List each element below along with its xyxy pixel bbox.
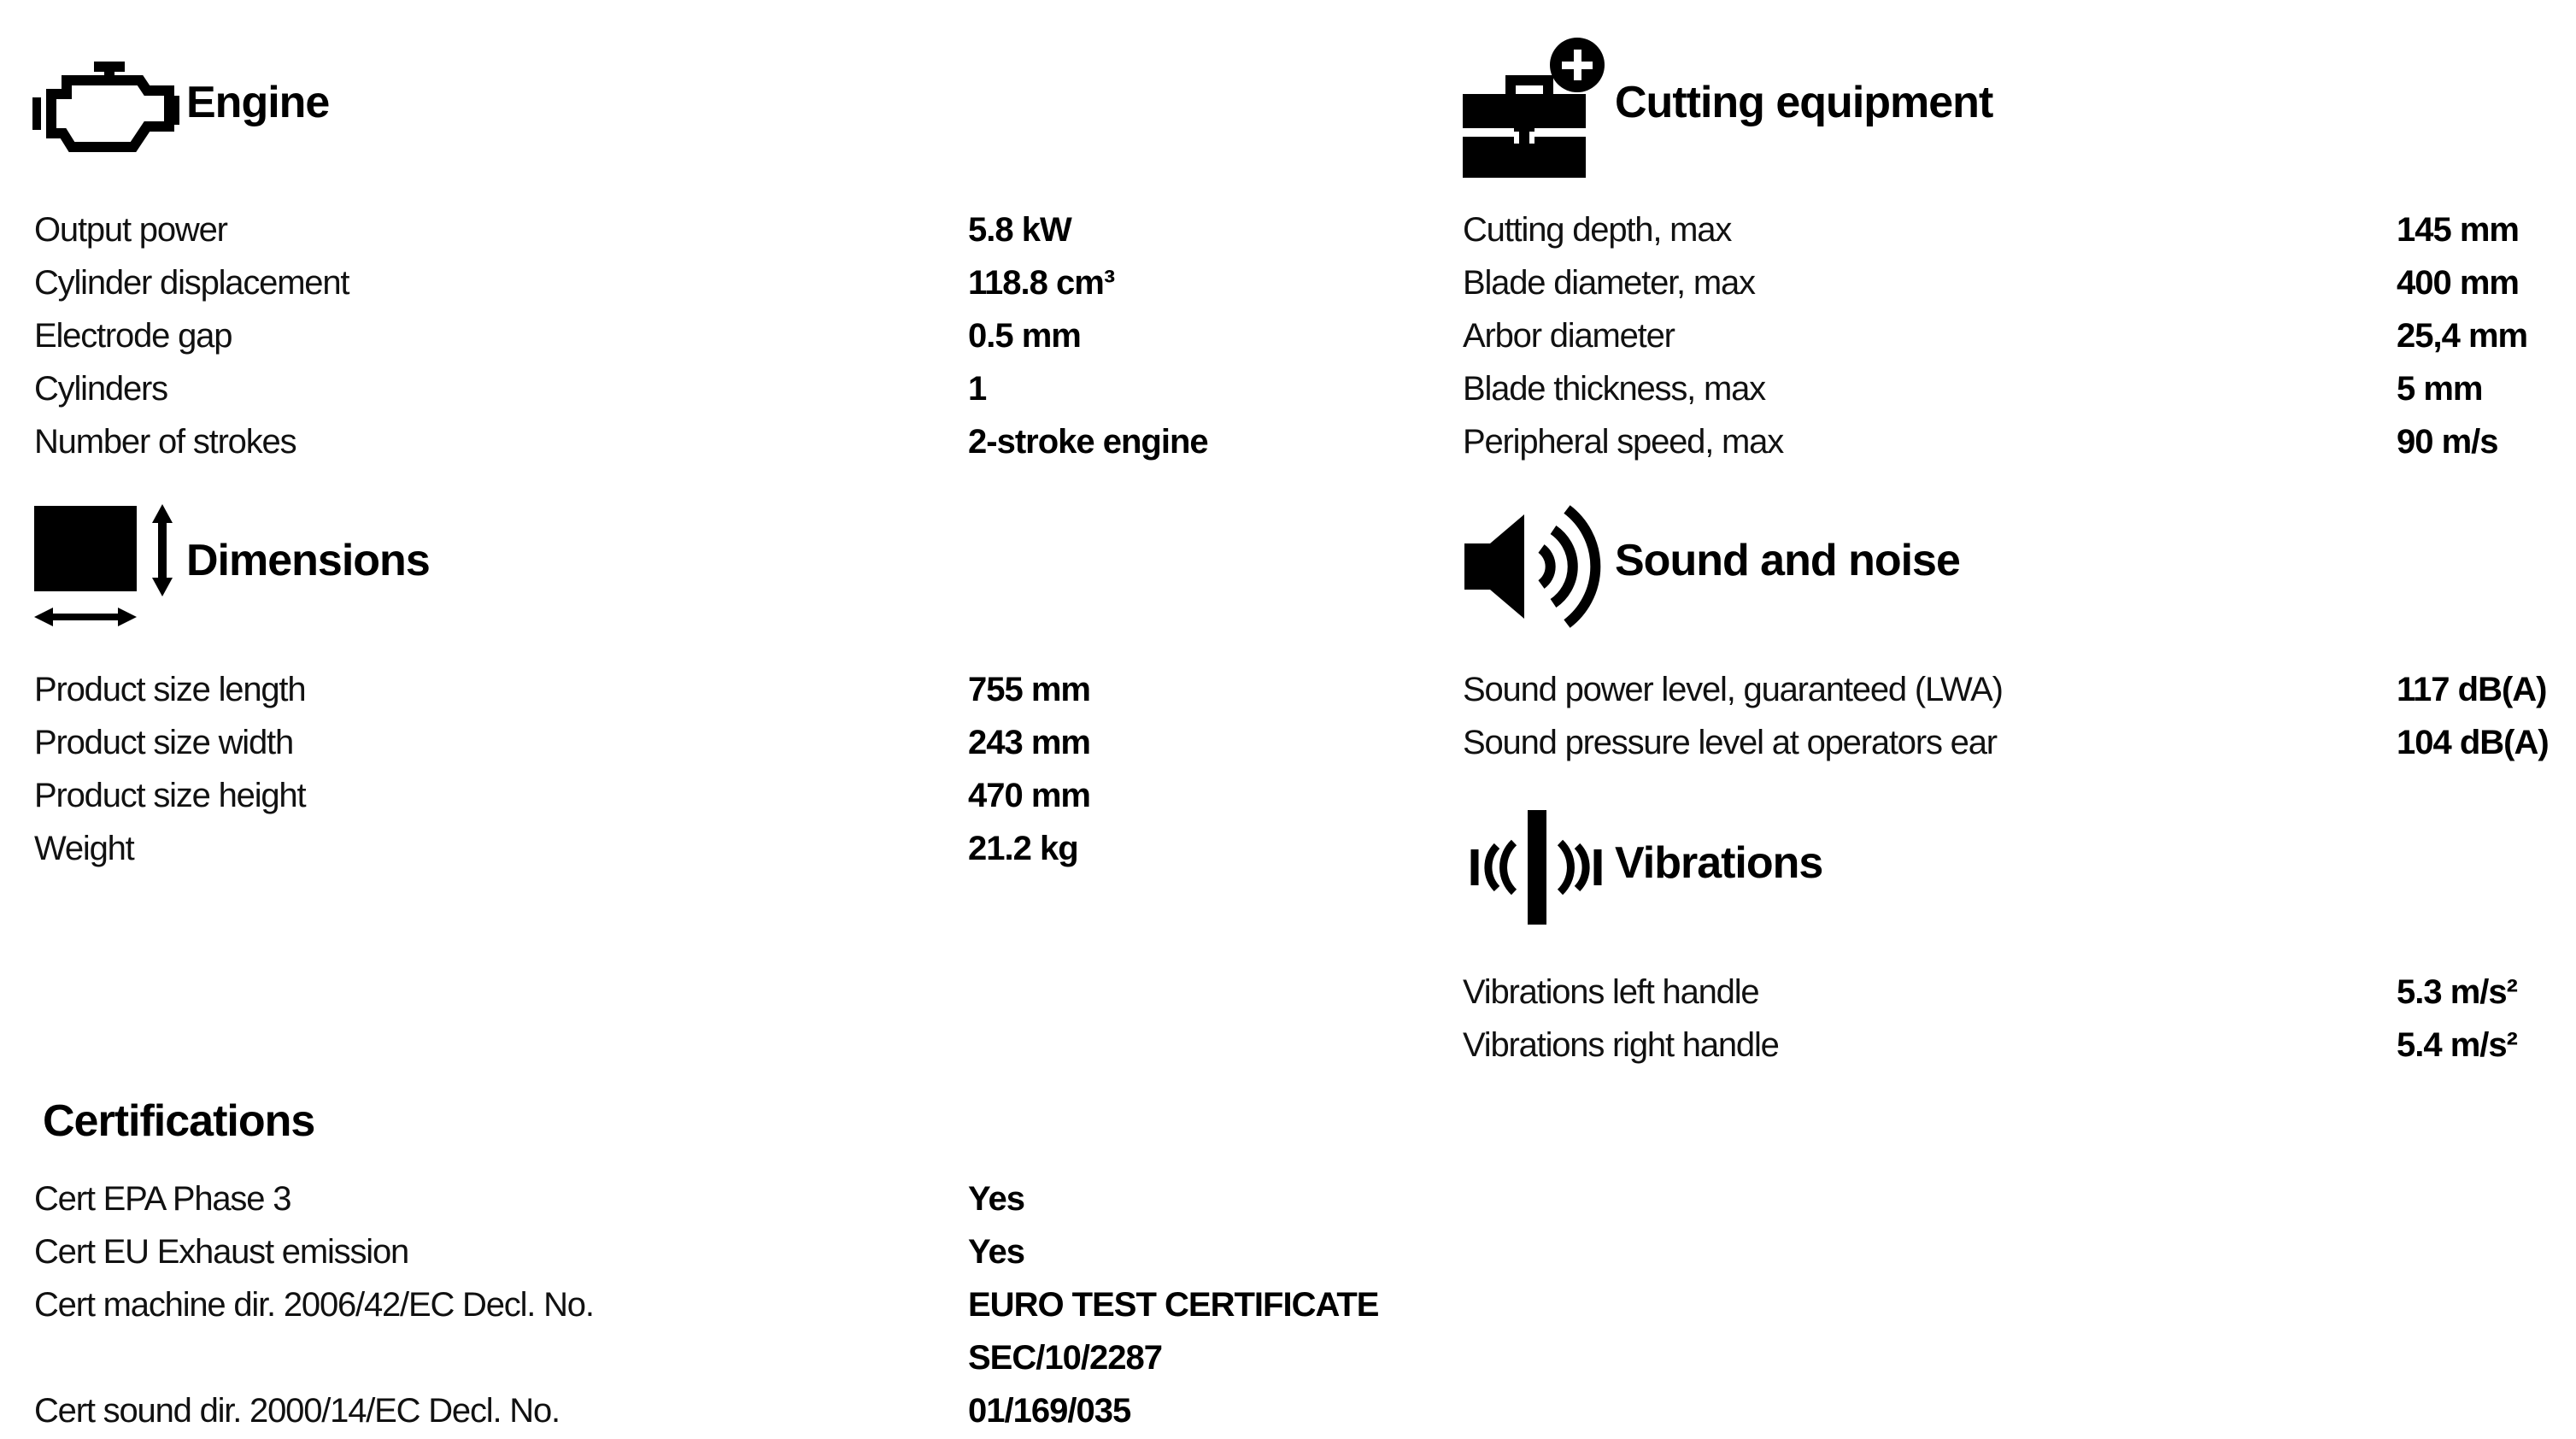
spec-label: Cert EU Exhaust emission	[34, 1233, 409, 1271]
spec-label: Blade thickness, max	[1463, 370, 1765, 408]
spec-label: Vibrations right handle	[1463, 1026, 1779, 1064]
spec-label: Weight	[34, 830, 134, 867]
vibration-icon	[1463, 808, 1610, 926]
dimensions-title: Dimensions	[186, 536, 430, 585]
spec-value: EURO TEST CERTIFICATE	[968, 1286, 1379, 1324]
spec-label: Cylinder displacement	[34, 264, 349, 302]
dimensions-icon	[32, 504, 179, 632]
spec-label: Electrode gap	[34, 317, 232, 355]
spec-value: 0.5 mm	[968, 317, 1081, 355]
vibrations-title: Vibrations	[1615, 838, 1823, 888]
spec-value: 145 mm	[2397, 211, 2519, 249]
spec-value: 90 m/s	[2397, 423, 2498, 461]
spec-value-continued: SEC/10/2287	[968, 1339, 1162, 1377]
spec-label: Vibrations left handle	[1463, 973, 1759, 1011]
spec-value: 21.2 kg	[968, 830, 1078, 867]
spec-label: Arbor diameter	[1463, 317, 1675, 355]
spec-label: Product size height	[34, 777, 306, 814]
spec-value: 400 mm	[2397, 264, 2519, 302]
spec-value: 104 dB(A)	[2397, 724, 2549, 761]
sound-title: Sound and noise	[1615, 536, 1960, 585]
spec-label: Sound pressure level at operators ear	[1463, 724, 1997, 761]
spec-value: 5.3 m/s²	[2397, 973, 2517, 1011]
spec-value: 5.4 m/s²	[2397, 1026, 2517, 1064]
spec-value: 25,4 mm	[2397, 317, 2528, 355]
spec-label: Product size width	[34, 724, 293, 761]
spec-label: Product size length	[34, 671, 306, 708]
spec-label: Sound power level, guaranteed (LWA)	[1463, 671, 2003, 708]
engine-title: Engine	[186, 78, 330, 127]
spec-label: Cert sound dir. 2000/14/EC Decl. No.	[34, 1392, 560, 1430]
spec-label: Peripheral speed, max	[1463, 423, 1784, 461]
spec-value: Yes	[968, 1233, 1024, 1271]
engine-icon	[32, 62, 179, 157]
spec-value: 755 mm	[968, 671, 1090, 708]
speaker-icon	[1463, 504, 1606, 629]
spec-value: 01/169/035	[968, 1392, 1131, 1430]
spec-value: 5.8 kW	[968, 211, 1071, 249]
spec-value: 118.8 cm³	[968, 264, 1115, 302]
cutting-title: Cutting equipment	[1615, 78, 1993, 127]
spec-value: 2-stroke engine	[968, 423, 1208, 461]
certifications-title: Certifications	[43, 1096, 315, 1146]
spec-label: Cert EPA Phase 3	[34, 1180, 291, 1218]
spec-label: Blade diameter, max	[1463, 264, 1755, 302]
spec-label: Number of strokes	[34, 423, 296, 461]
spec-label: Cert machine dir. 2006/42/EC Decl. No.	[34, 1286, 594, 1324]
spec-value: 470 mm	[968, 777, 1090, 814]
toolbox-plus-icon	[1463, 36, 1608, 179]
spec-label: Output power	[34, 211, 227, 249]
spec-value: 1	[968, 370, 987, 408]
spec-value: 117 dB(A)	[2397, 671, 2547, 708]
spec-label: Cutting depth, max	[1463, 211, 1732, 249]
spec-value: 5 mm	[2397, 370, 2483, 408]
spec-value: Yes	[968, 1180, 1024, 1218]
spec-value: 243 mm	[968, 724, 1090, 761]
spec-label: Cylinders	[34, 370, 167, 408]
